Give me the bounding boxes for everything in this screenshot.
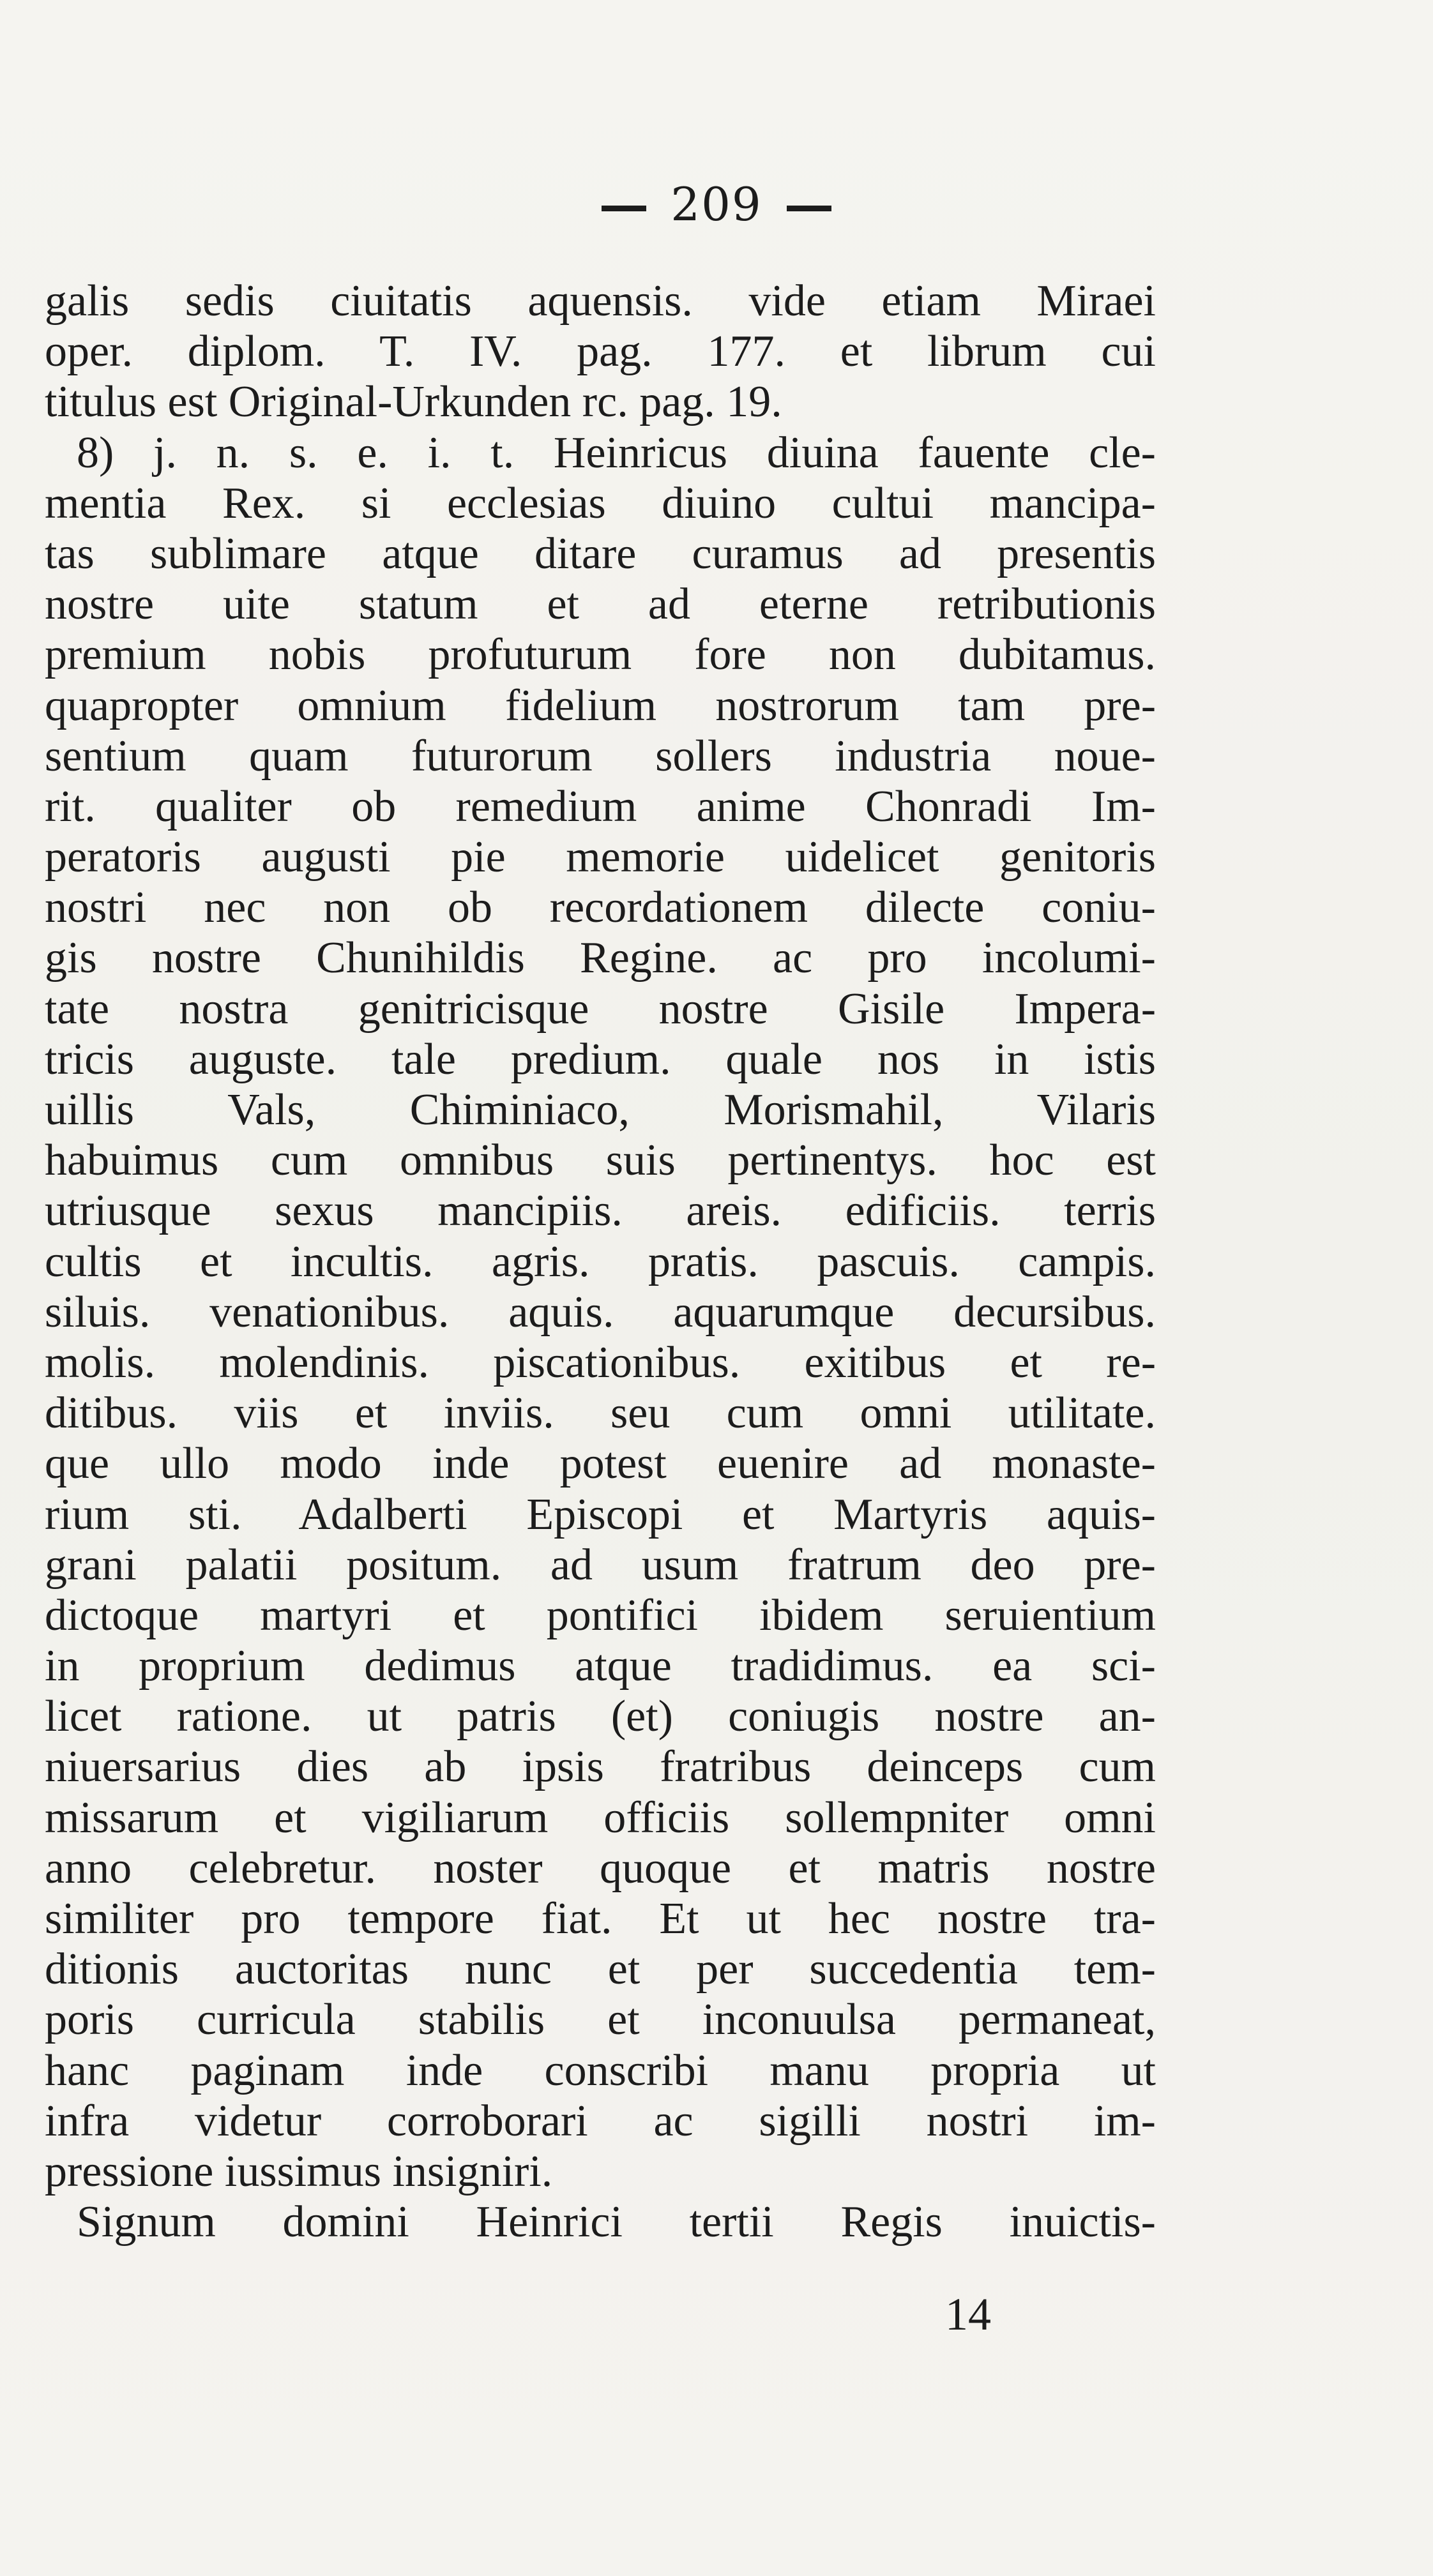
text-line: cultis et incultis. agris. pratis. pascuis. campis. <box>45 1237 1156 1286</box>
text-line: que ullo modo inde potest euenire ad monaste- <box>45 1439 1156 1489</box>
text-line: nostre uite statum et ad eterne retributionis <box>45 580 1156 629</box>
text-line: ditibus. viis et inviis. seu cum omni utilitate. <box>45 1389 1156 1438</box>
text-line: grani palatii positum. ad usum fratrum deo pre- <box>45 1540 1156 1590</box>
text-line: habuimus cum omnibus suis pertinentys. hoc est <box>45 1136 1156 1186</box>
text-line: anno celebretur. noster quoque et matris nostre <box>45 1843 1156 1893</box>
text-line: rit. qualiter ob remedium anime Chonradi Im- <box>45 781 1156 831</box>
text-line: Signum domini Heinrici tertii Regis inuictis- <box>77 2197 1156 2247</box>
text-line: niuersarius dies ab ipsis fratribus deinceps cum <box>45 1742 1156 1792</box>
text-line: similiter pro tempore fiat. Et ut hec nostre tra- <box>45 1894 1156 1943</box>
text-line: in proprium dedimus atque tradidimus. ea sci- <box>45 1641 1156 1691</box>
text-line: tricis auguste. tale predium. quale nos in istis <box>45 1034 1156 1084</box>
text-line: utriusque sexus mancipiis. areis. edificiis. terris <box>45 1186 1156 1236</box>
header-dash-left <box>602 206 646 211</box>
text-line: pressione iussimus insigniri. <box>45 2146 553 2196</box>
text-line: tas sublimare atque ditare curamus ad presentis <box>45 529 1156 578</box>
text-line: poris curricula stabilis et inconuulsa permaneat, <box>45 1995 1156 2045</box>
page-header <box>0 172 1433 236</box>
text-line: titulus est Original-Urkunden rc. pag. 19. <box>45 377 782 427</box>
text-line: rium sti. Adalberti Episcopi et Martyris aquis- <box>45 1489 1156 1539</box>
text-line: infra videtur corroborari ac sigilli nostri im- <box>45 2096 1156 2146</box>
text-line: quapropter omnium fidelium nostrorum tam pre- <box>45 681 1156 730</box>
text-line: oper. diplom. T. IV. pag. 177. et librum cui <box>45 327 1156 377</box>
text-line: tate nostra genitricisque nostre Gisile Impera- <box>45 984 1156 1034</box>
text-line: 8) j. n. s. e. i. t. Heinricus diuina fauente cle- <box>77 428 1156 478</box>
body-text <box>45 276 1156 2247</box>
text-line: galis sedis ciuitatis aquensis. vide etiam Miraei <box>45 276 1156 326</box>
text-line: licet ratione. ut patris (et) coniugis nostre an- <box>45 1692 1156 1742</box>
text-line: peratoris augusti pie memorie uidelicet genitoris <box>45 832 1156 882</box>
header-dash-right <box>787 206 831 211</box>
text-line: siluis. venationibus. aquis. aquarumque decursibus. <box>45 1287 1156 1337</box>
text-line: premium nobis profuturum fore non dubitamus. <box>45 630 1156 680</box>
text-line: mentia Rex. si ecclesias diuino cultui mancipa- <box>45 478 1156 528</box>
text-line: nostri nec non ob recordationem dilecte coniu- <box>45 883 1156 933</box>
text-line: missarum et vigiliarum officiis sollempniter omni <box>45 1793 1156 1842</box>
text-line: hanc paginam inde conscribi manu propria ut <box>45 2045 1156 2095</box>
text-line: ditionis auctoritas nunc et per succedentia tem- <box>45 1945 1156 1994</box>
text-line: dictoque martyri et pontifici ibidem seruientium <box>45 1590 1156 1640</box>
text-line: molis. molendinis. piscationibus. exitibus et re- <box>45 1337 1156 1387</box>
text-line: gis nostre Chunihildis Regine. ac pro incolumi- <box>45 933 1156 983</box>
page-number: 209 <box>671 177 762 231</box>
signature-mark: 14 <box>945 2289 991 2340</box>
text-line: uillis Vals, Chiminiaco, Morismahil, Vilaris <box>45 1085 1156 1134</box>
text-line: sentium quam futurorum sollers industria noue- <box>45 731 1156 781</box>
